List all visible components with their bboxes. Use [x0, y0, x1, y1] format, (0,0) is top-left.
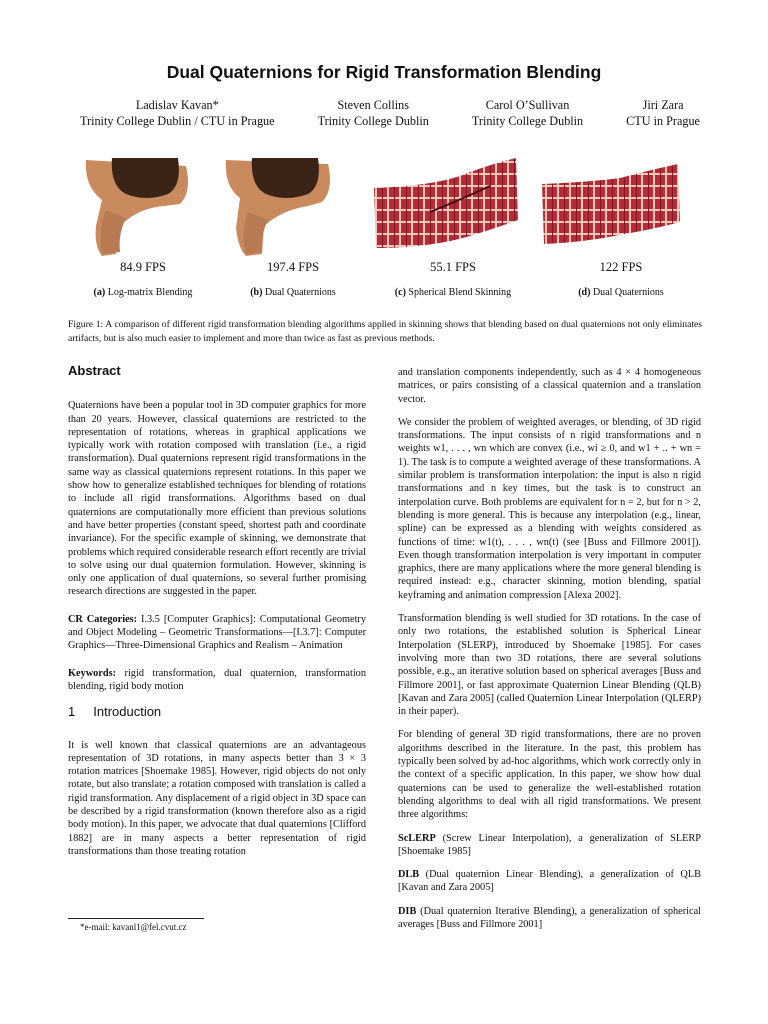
author-block [472, 97, 583, 129]
subfigure-caption [218, 287, 368, 298]
fps-label: 122 FPS [599, 260, 643, 274]
algorithm-name: DIB [398, 905, 417, 917]
character-render-image [218, 156, 368, 260]
keywords-text: rigid transformation, dual quaternion, transformation blending, rigid body motion [68, 667, 366, 692]
cr-categories-label: CR Categories: [68, 613, 138, 625]
fps-label: 55.1 FPS [430, 260, 476, 274]
cr-categories-text: I.3.5 [Computer Graphics]: Computational Geometry and Object Modeling – Geometric Transformations—[I.3.7]: Computer Graphics—Three-Dimensional Graphics and Realism – Animation [68, 613, 367, 652]
body-paragraph: Transformation blending is well studied for 3D rotations. In the case of only two rotations, the established solution is Spherical Linear Interpolation (SLERP), introduced by Shoemake [1985]. For cases involving more than two 3D rotations, there are several solutions possible, e.g., an iterative solution based on spherical averages [Buss and Fillmore 2001], or fast approximate Quaternion Linear Blending (QLB) [Kavan and Zara 2005] (called Quaternion Linear Interpolation (QLERP) in their paper). [398, 613, 701, 718]
left-column [68, 362, 366, 868]
subfigure-caption [368, 287, 538, 298]
author-block [318, 97, 429, 129]
fps-label: 197.4 FPS [266, 260, 320, 274]
subfigure-caption [540, 287, 702, 298]
author-name: Jiri Zara [642, 98, 684, 112]
footnote: *e-mail: kavanl1@fel.cvut.cz [80, 922, 187, 932]
section-heading [68, 705, 366, 718]
author-list [80, 97, 700, 129]
body-paragraph: and translation components independently, such as 4 × 4 homogeneous matrices, or pairs consisting of a classical quaternion and a translation vector. [398, 367, 701, 405]
intro-paragraph: It is well known that classical quaternions are an advantageous representation of 3D rotations, in many aspects better than 3 × 3 rotation matrices [Shoemake 1985]. However, rigid objects do not only rotate, but also translate; a rotation composed with translation is called a rigid transformation. Any displacement of a rigid object in 3D space can be described by a rigid transformation (known therefore also as a rigid body motion). In this paper, we advocate that dual quaternions [Clifford 1882] are in many aspects a better representation of rigid transformations than those treating rotation [68, 739, 366, 857]
body-paragraph: We consider the problem of weighted averages, or blending, of 3D rigid transformations. The input consists of n rigid transformations and n weights w1, . . . , wn which are convex (i.e., wi ≥ 0, and w1 + .. + wn = 1). The task is to compute a weighted average of these transformations. A similar problem is transformation interpolation: the input is also n rigid transformations and n key times, but the task is to construct an interpolation curve. Both problems are equivalent for n = 2, but for n > 2, blending is more general. This is because any interpolation (e.g., linear, spline) can be expressed as a blending with weights considered as functions of time: w1(t), . . . , wn(t) (see [Buss and Fillmore 2001]). Even though transformation interpolation is very important in computer graphics, there are many applications where the more general blending is required instead: e.g., character skinning, motion blending, spatial keyframing and animation compression [Alexa 2002]. [398, 416, 701, 601]
author-affiliation: Trinity College Dublin [471, 114, 584, 128]
author-affiliation: Trinity College Dublin / CTU in Prague [80, 114, 275, 128]
author-name: Ladislav Kavan* [135, 98, 219, 112]
subfigure-caption-text: Spherical Blend Skinning [408, 287, 512, 298]
right-column [398, 366, 701, 941]
abstract-text: Quaternions have been a popular tool in 3D computer graphics for more than 20 years. However, classical quaternions are restricted to the representation of rotations, whereas in graphical applications we typically work with rotation composed with translation (i.e., a rigid transformation). Dual quaternions represent rigid transformations in the same way as classical quaternions represent rotations. In this paper we show how to generalize established techniques for blending of rotations to include all rigid transformations. Algorithms based on dual quaternions are computationally more efficient than previous solutions and have better properties (constant speed, shortest path and coordinate invariance). For the specific example of skinning, we demonstrate that problems which required considerable research effort recently are trivial to solve using our dual quaternion formulation. However, skinning is only one application of dual quaternions, so several further promising research directions are suggested in the paper. [68, 400, 366, 598]
character-render-image [68, 156, 218, 260]
subfigure-tag: (d) [578, 287, 591, 298]
author-name: Carol O’Sullivan [485, 98, 570, 112]
cr-categories [68, 613, 366, 653]
figure-caption: Figure 1: A comparison of different rigid transformation blending algorithms applied in skinning shows that blending based on dual quaternions not only eliminates artifacts, but is also much easier to implement and more than twice as fast as previous methods. [68, 319, 702, 344]
algorithm-desc: (Screw Linear Interpolation), a generalization of SLERP [Shoemake 1985] [398, 832, 701, 857]
algorithm-item [398, 832, 701, 859]
algorithm-desc: (Dual quaternion Linear Blending), a generalization of QLB [Kavan and Zara 2005] [398, 869, 702, 894]
cloth-render-image [370, 156, 540, 260]
section-number: 1 [68, 704, 76, 720]
body-paragraph: For blending of general 3D rigid transformations, there are no proven algorithms described in the literature. In the past, this problem has typically been solved by ad-hoc algorithms, which work correctly only in the context of a specific application. In this paper, we show how dual quaternions can be used to generalize the well-established rotation blending algorithms to deal with all rigid transformations. We present three algorithms: [398, 729, 701, 821]
author-name: Steven Collins [337, 98, 409, 112]
subfigure-tag: (a) [93, 287, 106, 298]
subfigure-tag: (b) [250, 287, 263, 298]
author-block [80, 97, 275, 129]
keywords-label: Keywords: [68, 667, 117, 679]
fps-label: 84.9 FPS [120, 260, 166, 274]
subfigure-caption-text: Dual Quaternions [264, 287, 336, 298]
section-title: Introduction [93, 704, 162, 720]
algorithm-item [398, 905, 701, 932]
cloth-render-image [540, 156, 702, 260]
author-affiliation: CTU in Prague [626, 114, 700, 128]
author-block [626, 97, 700, 129]
footnote-rule [68, 918, 204, 919]
algorithm-item [398, 868, 701, 895]
abstract-heading: Abstract [68, 363, 121, 378]
subfigure-caption-text: Log-matrix Blending [107, 287, 193, 298]
author-affiliation: Trinity College Dublin [317, 114, 429, 128]
keywords [68, 667, 366, 694]
subfigure-caption-text: Dual Quaternions [592, 287, 664, 298]
subfigure-caption [68, 287, 218, 298]
figure-1 [68, 156, 702, 316]
paper-title: Dual Quaternions for Rigid Transformation Blending [166, 62, 602, 82]
algorithm-name: ScLERP [398, 832, 436, 844]
algorithm-desc: (Dual quaternion Iterative Blending), a generalization of spherical averages [Buss and Fillmore 2001] [398, 905, 702, 930]
algorithm-name: DLB [398, 869, 420, 881]
subfigure-tag: (c) [394, 287, 406, 298]
